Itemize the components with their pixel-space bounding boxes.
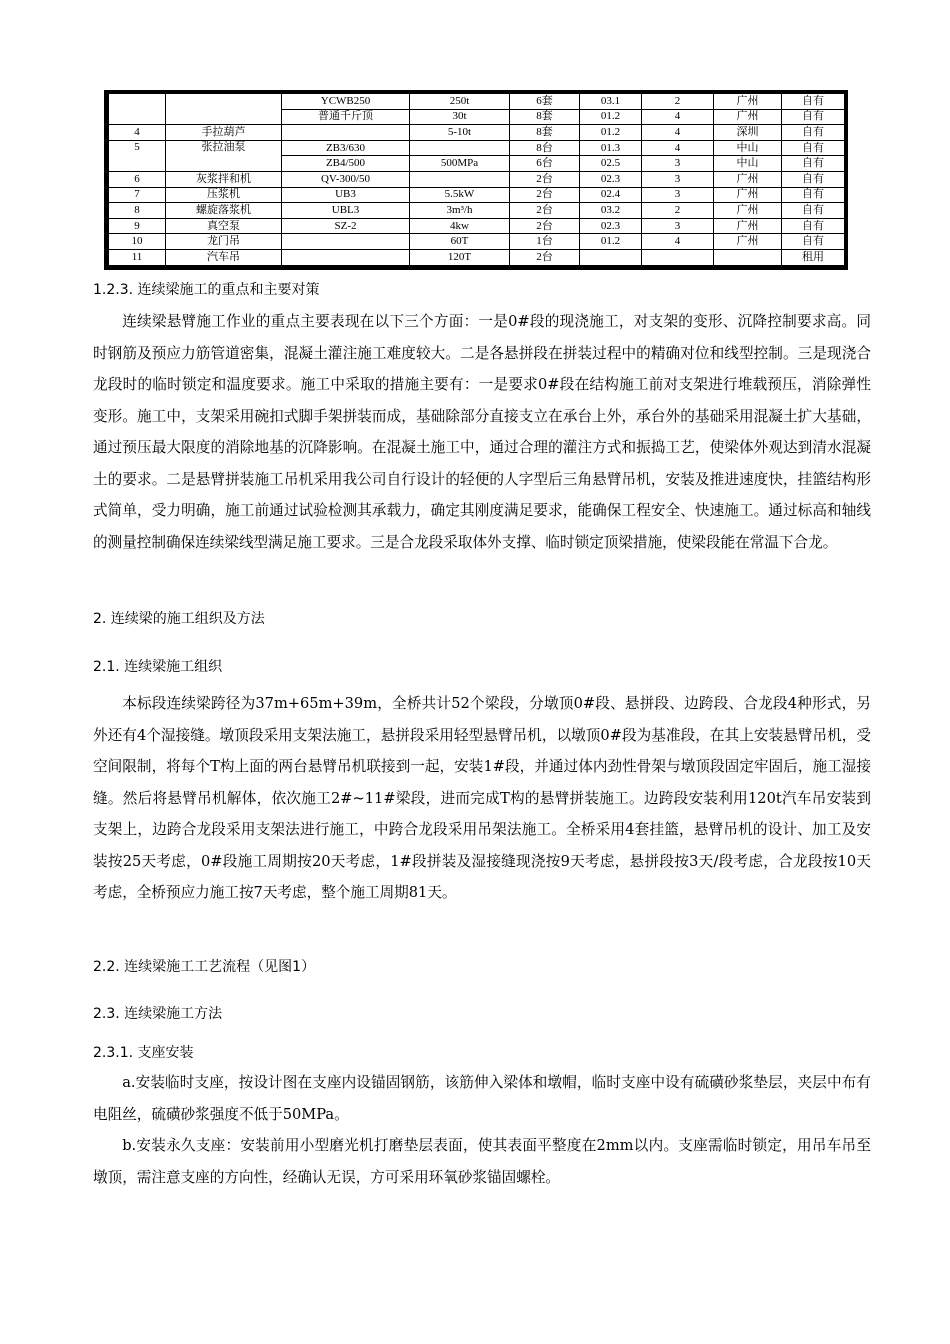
cell-year: 01.2 [580, 109, 642, 125]
cell-year: 02.5 [580, 156, 642, 172]
cell-year: 01.2 [580, 234, 642, 250]
cell-ownership: 自有 [782, 171, 845, 187]
cell-ownership: 自有 [782, 187, 845, 203]
heading-2-3: 2.3. 连续梁施工方法 [93, 1006, 223, 1022]
cell-capacity: 5-10t [410, 125, 510, 141]
cell-ownership: 自有 [782, 140, 845, 156]
cell-capacity: 5.5kW [410, 187, 510, 203]
cell-ownership: 自有 [782, 94, 845, 110]
paragraph-1-2-3 [93, 306, 871, 558]
cell-ownership: 租用 [782, 249, 845, 265]
cell-name: 灰浆拌和机 [166, 171, 282, 187]
cell-origin [714, 249, 782, 265]
cell-qty: 2台 [510, 218, 580, 234]
cell-ownership: 自有 [782, 218, 845, 234]
cell-qty: 8套 [510, 109, 580, 125]
cell-capacity: 60T [410, 234, 510, 250]
cell-model: YCWB250 [282, 94, 410, 110]
equipment-table-frame [104, 90, 848, 270]
cell-model: UB3 [282, 187, 410, 203]
cell-year: 02.3 [580, 218, 642, 234]
table-row [109, 171, 845, 187]
cell-name: 真空泵 [166, 218, 282, 234]
table-row [109, 218, 845, 234]
cell-seq: 11 [109, 249, 166, 265]
cell-condition: 3 [642, 156, 714, 172]
cell-year: 01.2 [580, 125, 642, 141]
cell-model [282, 249, 410, 265]
cell-name: 手拉葫芦 [166, 125, 282, 141]
heading-1-2-3: 1.2.3. 连续梁施工的重点和主要对策 [93, 282, 320, 298]
table-row [109, 234, 845, 250]
cell-model: 普通千斤顶 [282, 109, 410, 125]
cell-condition: 3 [642, 171, 714, 187]
cell-name: 张拉油泵 [166, 140, 282, 171]
cell-capacity: 30t [410, 109, 510, 125]
cell-qty: 1台 [510, 234, 580, 250]
cell-model: SZ-2 [282, 218, 410, 234]
cell-name: 压浆机 [166, 187, 282, 203]
table-row [109, 187, 845, 203]
cell-origin: 广州 [714, 203, 782, 219]
cell-ownership: 自有 [782, 234, 845, 250]
cell-condition: 3 [642, 218, 714, 234]
cell-seq: 7 [109, 187, 166, 203]
table-row [109, 203, 845, 219]
paragraph-2-1 [93, 688, 871, 909]
cell-condition: 4 [642, 234, 714, 250]
paragraph-a: a.安装临时支座，按设计图在支座内设锚固钢筋，该筋伸入梁体和墩帽，临时支座中设有硫磺砂浆垫层，夹层中布有电阻丝，硫磺砂浆强度不低于50MPa。 [93, 1074, 871, 1123]
table-row [109, 249, 845, 265]
cell-year: 03.2 [580, 203, 642, 219]
cell-condition: 4 [642, 140, 714, 156]
cell-model: ZB3/630 [282, 140, 410, 156]
cell-origin: 广州 [714, 218, 782, 234]
cell-year: 02.3 [580, 171, 642, 187]
cell-capacity: 500MPa [410, 156, 510, 172]
cell-seq: 8 [109, 203, 166, 219]
cell-year [580, 249, 642, 265]
cell-seq: 5 [109, 140, 166, 171]
cell-model: ZB4/500 [282, 156, 410, 172]
cell-condition: 2 [642, 203, 714, 219]
cell-ownership: 自有 [782, 109, 845, 125]
cell-year: 02.4 [580, 187, 642, 203]
table-row [109, 94, 845, 110]
cell-capacity [410, 140, 510, 156]
cell-model: UBL3 [282, 203, 410, 219]
cell-qty: 2台 [510, 249, 580, 265]
cell-condition [642, 249, 714, 265]
cell-ownership: 自有 [782, 203, 845, 219]
cell-model: QV-300/50 [282, 171, 410, 187]
cell-origin: 广州 [714, 171, 782, 187]
cell-qty: 8套 [510, 125, 580, 141]
heading-2-3-1: 2.3.1. 支座安装 [93, 1045, 194, 1061]
cell-qty: 2台 [510, 203, 580, 219]
cell-qty: 2台 [510, 171, 580, 187]
cell-condition: 4 [642, 109, 714, 125]
paragraph-b: b.安装永久支座：安装前用小型磨光机打磨垫层表面，使其表面平整度在2mm以内。支座需临时锁定，用吊车吊至墩顶，需注意支座的方向性，经确认无误，方可采用环氧砂浆锚固螺栓。 [93, 1137, 871, 1186]
cell-condition: 2 [642, 94, 714, 110]
cell-model [282, 125, 410, 141]
cell-condition: 4 [642, 125, 714, 141]
paragraph-2-3-1 [93, 1067, 871, 1193]
cell-qty: 2台 [510, 187, 580, 203]
paragraph-text: 本标段连续梁跨径为37m+65m+39m，全桥共计52个梁段，分墩顶0#段、悬拼段、边跨段、合龙段4种形式，另外还有4个湿接缝。墩顶段采用支架法施工，悬拼段采用轻型悬臂吊机，以墩顶0#段为基准段，在其上安装悬臂吊机，受空间限制，将每个T构上面的两台悬臂吊机联接到一起，安装1#段，并通过体内劲性骨架与墩顶段固定牢固后，施工湿接缝。然后将悬臂吊机解体，依次施工2#~11#梁段，进而完成T构的悬臂拼装施工。边跨段安装利用120t汽车吊安装到支架上，边跨合龙段采用支架法进行施工，中跨合龙段采用吊架法施工。全桥采用4套挂篮，悬臂吊机的设计、加工及安装按25天考虑，0#段施工周期按20天考虑，1#段拼装及湿接缝现浇按9天考虑，悬拼段按3天/段考虑，合龙段按10天考虑，全桥预应力施工按7天考虑，整个施工周期81天。 [93, 695, 871, 901]
cell-model [282, 234, 410, 250]
cell-capacity: 250t [410, 94, 510, 110]
cell-qty: 6台 [510, 156, 580, 172]
heading-2: 2. 连续梁的施工组织及方法 [93, 611, 265, 627]
cell-origin: 深圳 [714, 125, 782, 141]
cell-qty: 6套 [510, 94, 580, 110]
cell-seq: 9 [109, 218, 166, 234]
cell-ownership: 自有 [782, 125, 845, 141]
cell-name: 龙门吊 [166, 234, 282, 250]
cell-origin: 广州 [714, 234, 782, 250]
cell-capacity: 120T [410, 249, 510, 265]
cell-qty: 8台 [510, 140, 580, 156]
table-row [109, 125, 845, 141]
cell-ownership: 自有 [782, 156, 845, 172]
cell-seq: 6 [109, 171, 166, 187]
cell-name: 汽车吊 [166, 249, 282, 265]
cell-capacity: 3m³/h [410, 203, 510, 219]
cell-name [166, 94, 282, 125]
cell-seq: 10 [109, 234, 166, 250]
cell-condition: 3 [642, 187, 714, 203]
cell-seq [109, 94, 166, 125]
heading-2-1: 2.1. 连续梁施工组织 [93, 659, 223, 675]
table-row [109, 140, 845, 156]
cell-origin: 中山 [714, 140, 782, 156]
cell-year: 03.1 [580, 94, 642, 110]
cell-seq: 4 [109, 125, 166, 141]
heading-2-2: 2.2. 连续梁施工工艺流程（见图1） [93, 959, 316, 975]
cell-origin: 中山 [714, 156, 782, 172]
cell-capacity: 4kw [410, 218, 510, 234]
paragraph-text: 连续梁悬臂施工作业的重点主要表现在以下三个方面：一是0#段的现浇施工，对支架的变形、沉降控制要求高。同时钢筋及预应力筋管道密集，混凝土灌注施工难度较大。二是各悬拼段在拼装过程中的精确对位和线型控制。三是现浇合龙段时的临时锁定和温度要求。施工中采取的措施主要有：一是要求0#段在结构施工前对支架进行堆载预压，消除弹性变形。施工中，支架采用碗扣式脚手架拼装而成，基础除部分直接支立在承台上外，承台外的基础采用混凝土扩大基础，通过预压最大限度的消除地基的沉降影响。在混凝土施工中，通过合理的灌注方式和振捣工艺，使梁体外观达到清水混凝土的要求。二是悬臂拼装施工吊机采用我公司自行设计的轻便的人字型后三角悬臂吊机，安装及推进速度快，挂篮结构形式简单，受力明确，施工前通过试验检测其承载力，确定其刚度满足要求，能确保工程安全、快速施工。通过标高和轴线的测量控制确保连续梁线型满足施工要求。三是合龙段采取体外支撑、临时锁定顶梁措施，使梁段能在常温下合龙。 [93, 313, 871, 551]
equipment-table [108, 93, 845, 266]
cell-name: 螺旋落浆机 [166, 203, 282, 219]
cell-capacity [410, 171, 510, 187]
cell-origin: 广州 [714, 94, 782, 110]
cell-year: 01.3 [580, 140, 642, 156]
cell-origin: 广州 [714, 109, 782, 125]
cell-origin: 广州 [714, 187, 782, 203]
